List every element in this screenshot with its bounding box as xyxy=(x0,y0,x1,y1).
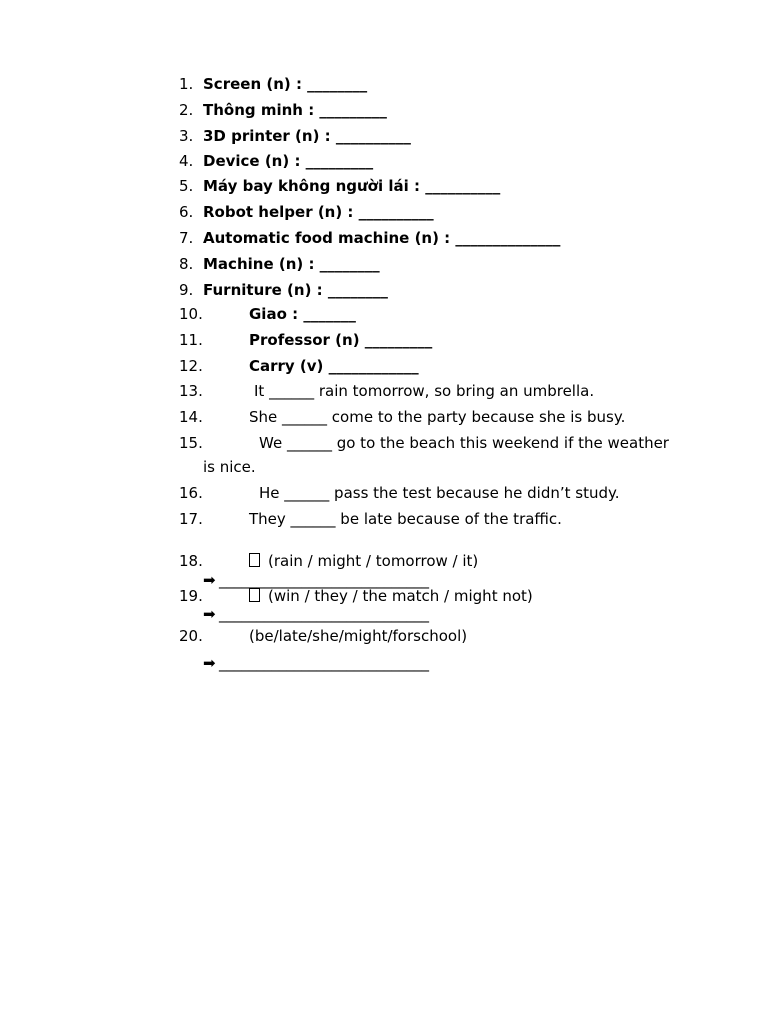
item-text: It ______ rain tomorrow, so bring an umbrella. xyxy=(254,382,595,400)
item-number: 12. xyxy=(179,357,203,375)
item-number: 10. xyxy=(179,305,203,323)
item-text: Máy bay không người lái : __________ xyxy=(203,177,501,195)
list-item xyxy=(179,432,719,454)
item-text: Thông minh : _________ xyxy=(203,101,387,119)
answer-blank: ____________________________ xyxy=(219,571,429,589)
arrow-right-icon: ➡ xyxy=(203,571,216,589)
list-item xyxy=(179,99,719,121)
answer-blank: ____________________________ xyxy=(219,654,429,672)
list-item xyxy=(179,201,719,223)
item-text: He ______ pass the test because he didn’t study. xyxy=(259,484,620,502)
arrow-right-icon: ➡ xyxy=(203,654,216,672)
item-number: 14. xyxy=(179,408,203,426)
item-text: Machine (n) : ________ xyxy=(203,255,380,273)
item-number: 18. xyxy=(179,552,203,570)
item-text: Screen (n) : ________ xyxy=(203,75,368,93)
item-number: 15. xyxy=(179,434,203,452)
item-number: 9. xyxy=(179,281,194,299)
item-text: Robot helper (n) : __________ xyxy=(203,203,434,221)
list-item xyxy=(179,380,719,402)
list-item xyxy=(179,125,719,147)
item-number: 11. xyxy=(179,331,203,349)
item-number: 20. xyxy=(179,627,203,645)
answer-line xyxy=(203,604,429,624)
item-text: They ______ be late because of the traffic. xyxy=(249,510,562,528)
item-number: 8. xyxy=(179,255,194,273)
item-number: 16. xyxy=(179,484,203,502)
item-text: Device (n) : _________ xyxy=(203,152,374,170)
item-number: 2. xyxy=(179,101,194,119)
item-text: (be/late/she/might/forschool) xyxy=(249,627,468,645)
item-text: (rain / might / tomorrow / it) xyxy=(268,552,479,570)
item-number: 4. xyxy=(179,152,194,170)
list-item xyxy=(179,550,719,572)
answer-line xyxy=(203,653,429,673)
item-number: 3. xyxy=(179,127,194,145)
item-text-continuation: is nice. xyxy=(203,458,256,476)
item-text: She ______ come to the party because she is busy. xyxy=(249,408,626,426)
list-item xyxy=(179,175,719,197)
list-item xyxy=(179,303,719,325)
arrow-right-icon: ➡ xyxy=(203,605,216,623)
item-number: 6. xyxy=(179,203,194,221)
checkbox-icon xyxy=(249,553,260,567)
item-number: 19. xyxy=(179,587,203,605)
item-number: 13. xyxy=(179,382,203,400)
list-item xyxy=(179,406,719,428)
item-text: Furniture (n) : ________ xyxy=(203,281,388,299)
item-number: 5. xyxy=(179,177,194,195)
item-text: Giao : _______ xyxy=(249,305,356,323)
list-item xyxy=(179,625,719,647)
item-text: 3D printer (n) : __________ xyxy=(203,127,411,145)
list-item xyxy=(179,227,719,249)
list-item xyxy=(179,279,719,301)
list-item xyxy=(179,482,719,504)
item-text: We ______ go to the beach this weekend if the weather xyxy=(259,434,669,452)
item-number: 7. xyxy=(179,229,194,247)
list-item xyxy=(179,253,719,275)
item-number: 1. xyxy=(179,75,194,93)
list-item xyxy=(179,329,719,351)
item-prompt xyxy=(249,550,478,572)
list-item xyxy=(179,150,719,172)
answer-blank: ____________________________ xyxy=(219,605,429,623)
list-item xyxy=(179,73,719,95)
list-item xyxy=(179,508,719,530)
list-item xyxy=(179,355,719,377)
item-text: Automatic food machine (n) : ______________ xyxy=(203,229,561,247)
item-text: Professor (n) _________ xyxy=(249,331,433,349)
item-text: (win / they / the match / might not) xyxy=(268,587,533,605)
checkbox-icon xyxy=(249,588,260,602)
item-text: Carry (v) ____________ xyxy=(249,357,419,375)
item-number: 17. xyxy=(179,510,203,528)
